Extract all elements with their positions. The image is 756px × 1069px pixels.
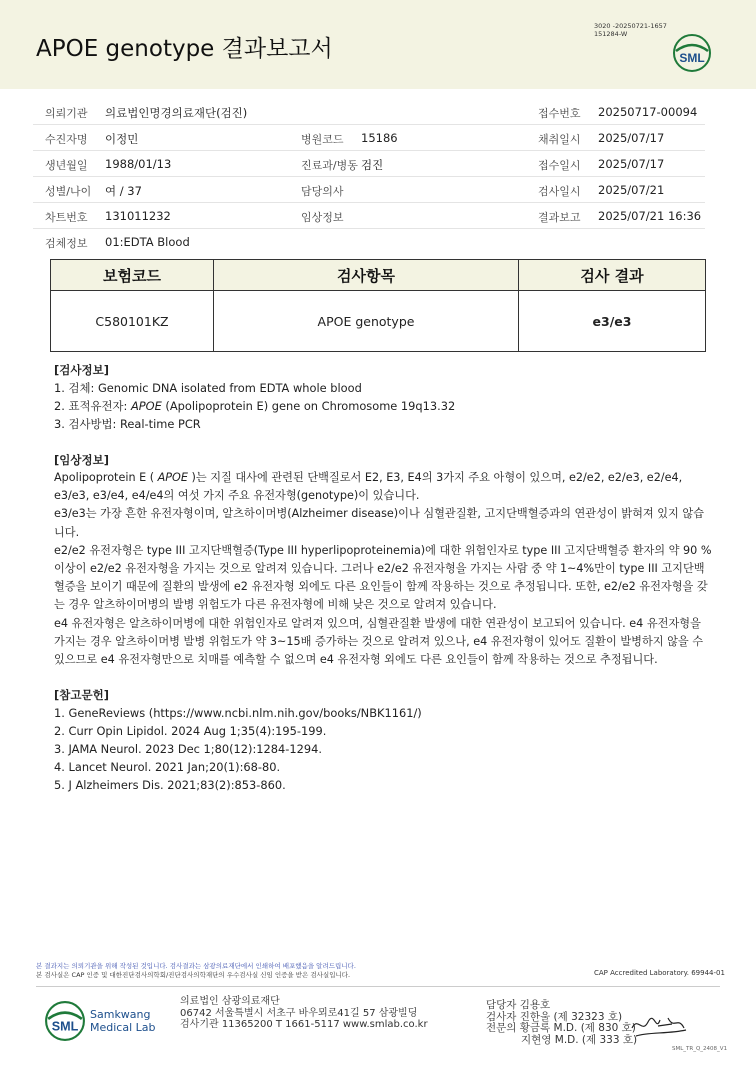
value-hospital-code: 15186 (361, 131, 398, 145)
value-chart-no: 131011232 (105, 209, 171, 223)
staff-line: 지현영 M.D. (제 333 호) (521, 1033, 638, 1046)
label-accession-no: 접수번호 (538, 107, 581, 120)
report-title: APOE genotype 결과보고서 (36, 36, 333, 62)
test-info-line (54, 397, 714, 415)
section-heading: [참고문헌] (54, 688, 109, 702)
label-chart-no: 차트번호 (45, 211, 88, 224)
document-id-line: 151284-W (594, 30, 628, 38)
staff-line: 전문의 황금록 M.D. (제 830 호) (486, 1022, 636, 1034)
org-name-line: Medical Lab (90, 1021, 156, 1034)
references-section (54, 686, 714, 794)
reference-item: 4. Lancet Neurol. 2021 Jan;20(1):68-80. (54, 760, 281, 774)
org-name-en (90, 1008, 156, 1034)
staff-list (486, 1000, 637, 1046)
address-line: 검사기관 11365200 T 1661-5117 www.smlab.co.kr (180, 1019, 428, 1030)
info-row (33, 229, 705, 254)
reference-item: 2. Curr Opin Lipidol. 2024 Aug 1;35(4):195-199. (54, 724, 327, 738)
document-id-line: 3020 -20250721-1657 (594, 22, 667, 30)
reference-item: 5. J Alzheimers Dis. 2021;83(2):853-860. (54, 778, 286, 792)
signature-image (628, 1010, 690, 1040)
info-row (33, 151, 705, 177)
info-row (33, 203, 705, 229)
cap-accreditation: CAP Accredited Laboratory. 69944-01 (594, 969, 725, 977)
report-header (0, 0, 756, 89)
org-name-line: Samkwang (90, 1008, 151, 1021)
value-specimen: 01:EDTA Blood (105, 235, 190, 249)
insurance-code: C580101KZ (51, 291, 214, 352)
text: Apolipoprotein E ( (54, 471, 158, 484)
label-collection-date: 채취일시 (538, 133, 581, 146)
test-info-line: 3. 검사방법: Real-time PCR (54, 417, 201, 431)
disclaimer (36, 962, 356, 980)
value-receipt-date: 2025/07/17 (598, 157, 665, 171)
label-requesting-org: 의뢰기관 (45, 107, 88, 120)
label-department: 진료과/병동 (301, 159, 358, 172)
disclaimer-line: 본 결과지는 의뢰기관을 위해 작성된 것입니다. 검사결과는 삼광의료재단에서 인쇄하여 배포했음을 알려드립니다. (36, 962, 356, 970)
footer-divider (36, 986, 720, 987)
value-report-date: 2025/07/21 16:36 (598, 209, 702, 223)
svg-text:SML: SML (51, 1019, 79, 1034)
text: (Apolipoprotein E) gene on Chromosome 19q13.32 (161, 399, 456, 413)
test-info-section (54, 361, 714, 433)
label-patient-name: 수진자명 (45, 133, 88, 146)
col-test-item: 검사항목 (214, 260, 519, 291)
info-row (33, 125, 705, 151)
form-code: SML_TR_Q_2408_V1 (672, 1046, 728, 1052)
label-sex-age: 성별/나이 (45, 185, 92, 198)
label-physician: 담당의사 (301, 185, 344, 198)
value-birth-date: 1988/01/13 (105, 157, 172, 171)
label-test-date: 검사일시 (538, 185, 581, 198)
clinical-paragraph: e4 유전자형은 알츠하이머병에 대한 위험인자로 알려져 있으며, 심혈관질환 발생에 대한 연관성이 보고되어 있습니다. e4 유전자형을 가지는 경우 알츠하이머병 발병 위험도가 약 3~15배 증가하는 것으로 알려져 있으나, e4 유전자형이 있어도 질환이 발병하지 않을 수 있으므로 e4 유전자형만으로 치매를 예측할 수 없으며 e4 유전자형 외에도 다른 요인들이 함께 작용하는 것으로 추정됩니다. (54, 616, 704, 667)
clinical-paragraph: e2/e2 유전자형은 type III 고지단백혈증(Type III hyperlipoproteinemia)에 대한 위험인자로 type III 고지단백혈증 환자의 약 90 % 이상이 e2/e2 유전자형을 가지는 것으로 알려져 있습니다. 그러나 e2/e2 유전자형을 가지는 사람 중 약 1~4%만이 type III 고지단백혈증을 보이기 때문에 질환의 발생에 e2 유전자형 외에도 다른 요인들이 함께 작용하는 것으로 추정됩니다. 또한, e2/e2 유전자형을 갖는 경우 알츠하이머병의 발병 위험도가 다른 유전자형에 비해 낮은 것으로 알려져 있습니다. (54, 543, 712, 612)
label-birth-date: 생년월일 (45, 159, 88, 172)
org-address (180, 996, 428, 1031)
section-heading: [검사정보] (54, 363, 109, 377)
sml-logo-footer (44, 1000, 86, 1042)
label-specimen: 검체정보 (45, 237, 88, 250)
col-test-result: 검사 결과 (519, 260, 706, 291)
info-row (33, 177, 705, 203)
patient-info (33, 99, 705, 254)
gene-name: APOE (157, 471, 188, 484)
staff-line: 담당자 김용호 (486, 999, 551, 1011)
table-row (51, 291, 706, 352)
document-id (594, 22, 667, 38)
test-info-line: 1. 검체: Genomic DNA isolated from EDTA whole blood (54, 381, 362, 395)
value-patient-name: 이정민 (105, 132, 139, 146)
disclaimer-line: 본 검사실은 CAP 인증 및 대한진단검사의학회/진단검사의학재단의 우수검사실 신임 인증을 받은 검사실입니다. (36, 971, 351, 979)
col-insurance-code: 보험코드 (51, 260, 214, 291)
clinical-paragraph: e3/e3는 가장 흔한 유전자형이며, 알츠하이머병(Alzheimer disease)이나 심혈관질환, 고지단백혈증과의 연관성이 밝혀져 있지 않습니다. (54, 507, 705, 539)
reference-item: 3. JAMA Neurol. 2023 Dec 1;80(12):1284-1294. (54, 742, 323, 756)
result-table (50, 259, 706, 352)
reference-item: 1. GeneReviews (https://www.ncbi.nlm.nih.gov/books/NBK1161/) (54, 706, 422, 720)
value-requesting-org: 의료법인명경의료재단(검진) (105, 106, 248, 120)
clinical-body (54, 469, 714, 669)
address-line: 06742 서울특별시 서초구 바우뫼로41길 57 삼광빌딩 (180, 1007, 418, 1019)
text: 2. 표적유전자: (54, 399, 131, 413)
address-line: 의료법인 삼광의료재단 (180, 996, 280, 1007)
label-clinical-info: 임상정보 (301, 211, 344, 224)
value-sex-age: 여 / 37 (105, 184, 142, 198)
section-heading: [임상정보] (54, 453, 109, 467)
clinical-section (54, 451, 714, 669)
label-receipt-date: 접수일시 (538, 159, 581, 172)
clinical-paragraph (54, 469, 714, 505)
staff-line: 검사자 진한울 (제 32323 호) (486, 1010, 623, 1023)
label-hospital-code: 병원코드 (301, 133, 344, 146)
svg-text:SML: SML (679, 51, 705, 65)
value-test-date: 2025/07/21 (598, 183, 665, 197)
value-accession-no: 20250717-00094 (598, 105, 698, 119)
sml-logo (672, 33, 712, 73)
value-collection-date: 2025/07/17 (598, 131, 665, 145)
value-department: 검진 (361, 158, 384, 172)
test-result: e3/e3 (519, 291, 706, 352)
test-item: APOE genotype (214, 291, 519, 352)
text: )는 지질 대사에 관련된 단백질로서 E2, E3, E4의 3가지 주요 아형이 있으며, e2/e2, e2/e3, e2/e4, e3/e3, e3/e4, e4/e4의 여섯 가지 주요 유전자형(genotype)이 있습니다. (54, 471, 683, 503)
gene-name: APOE (130, 399, 162, 413)
info-row (33, 99, 705, 125)
result-table-header (51, 260, 706, 291)
label-report-date: 결과보고 (538, 211, 581, 224)
